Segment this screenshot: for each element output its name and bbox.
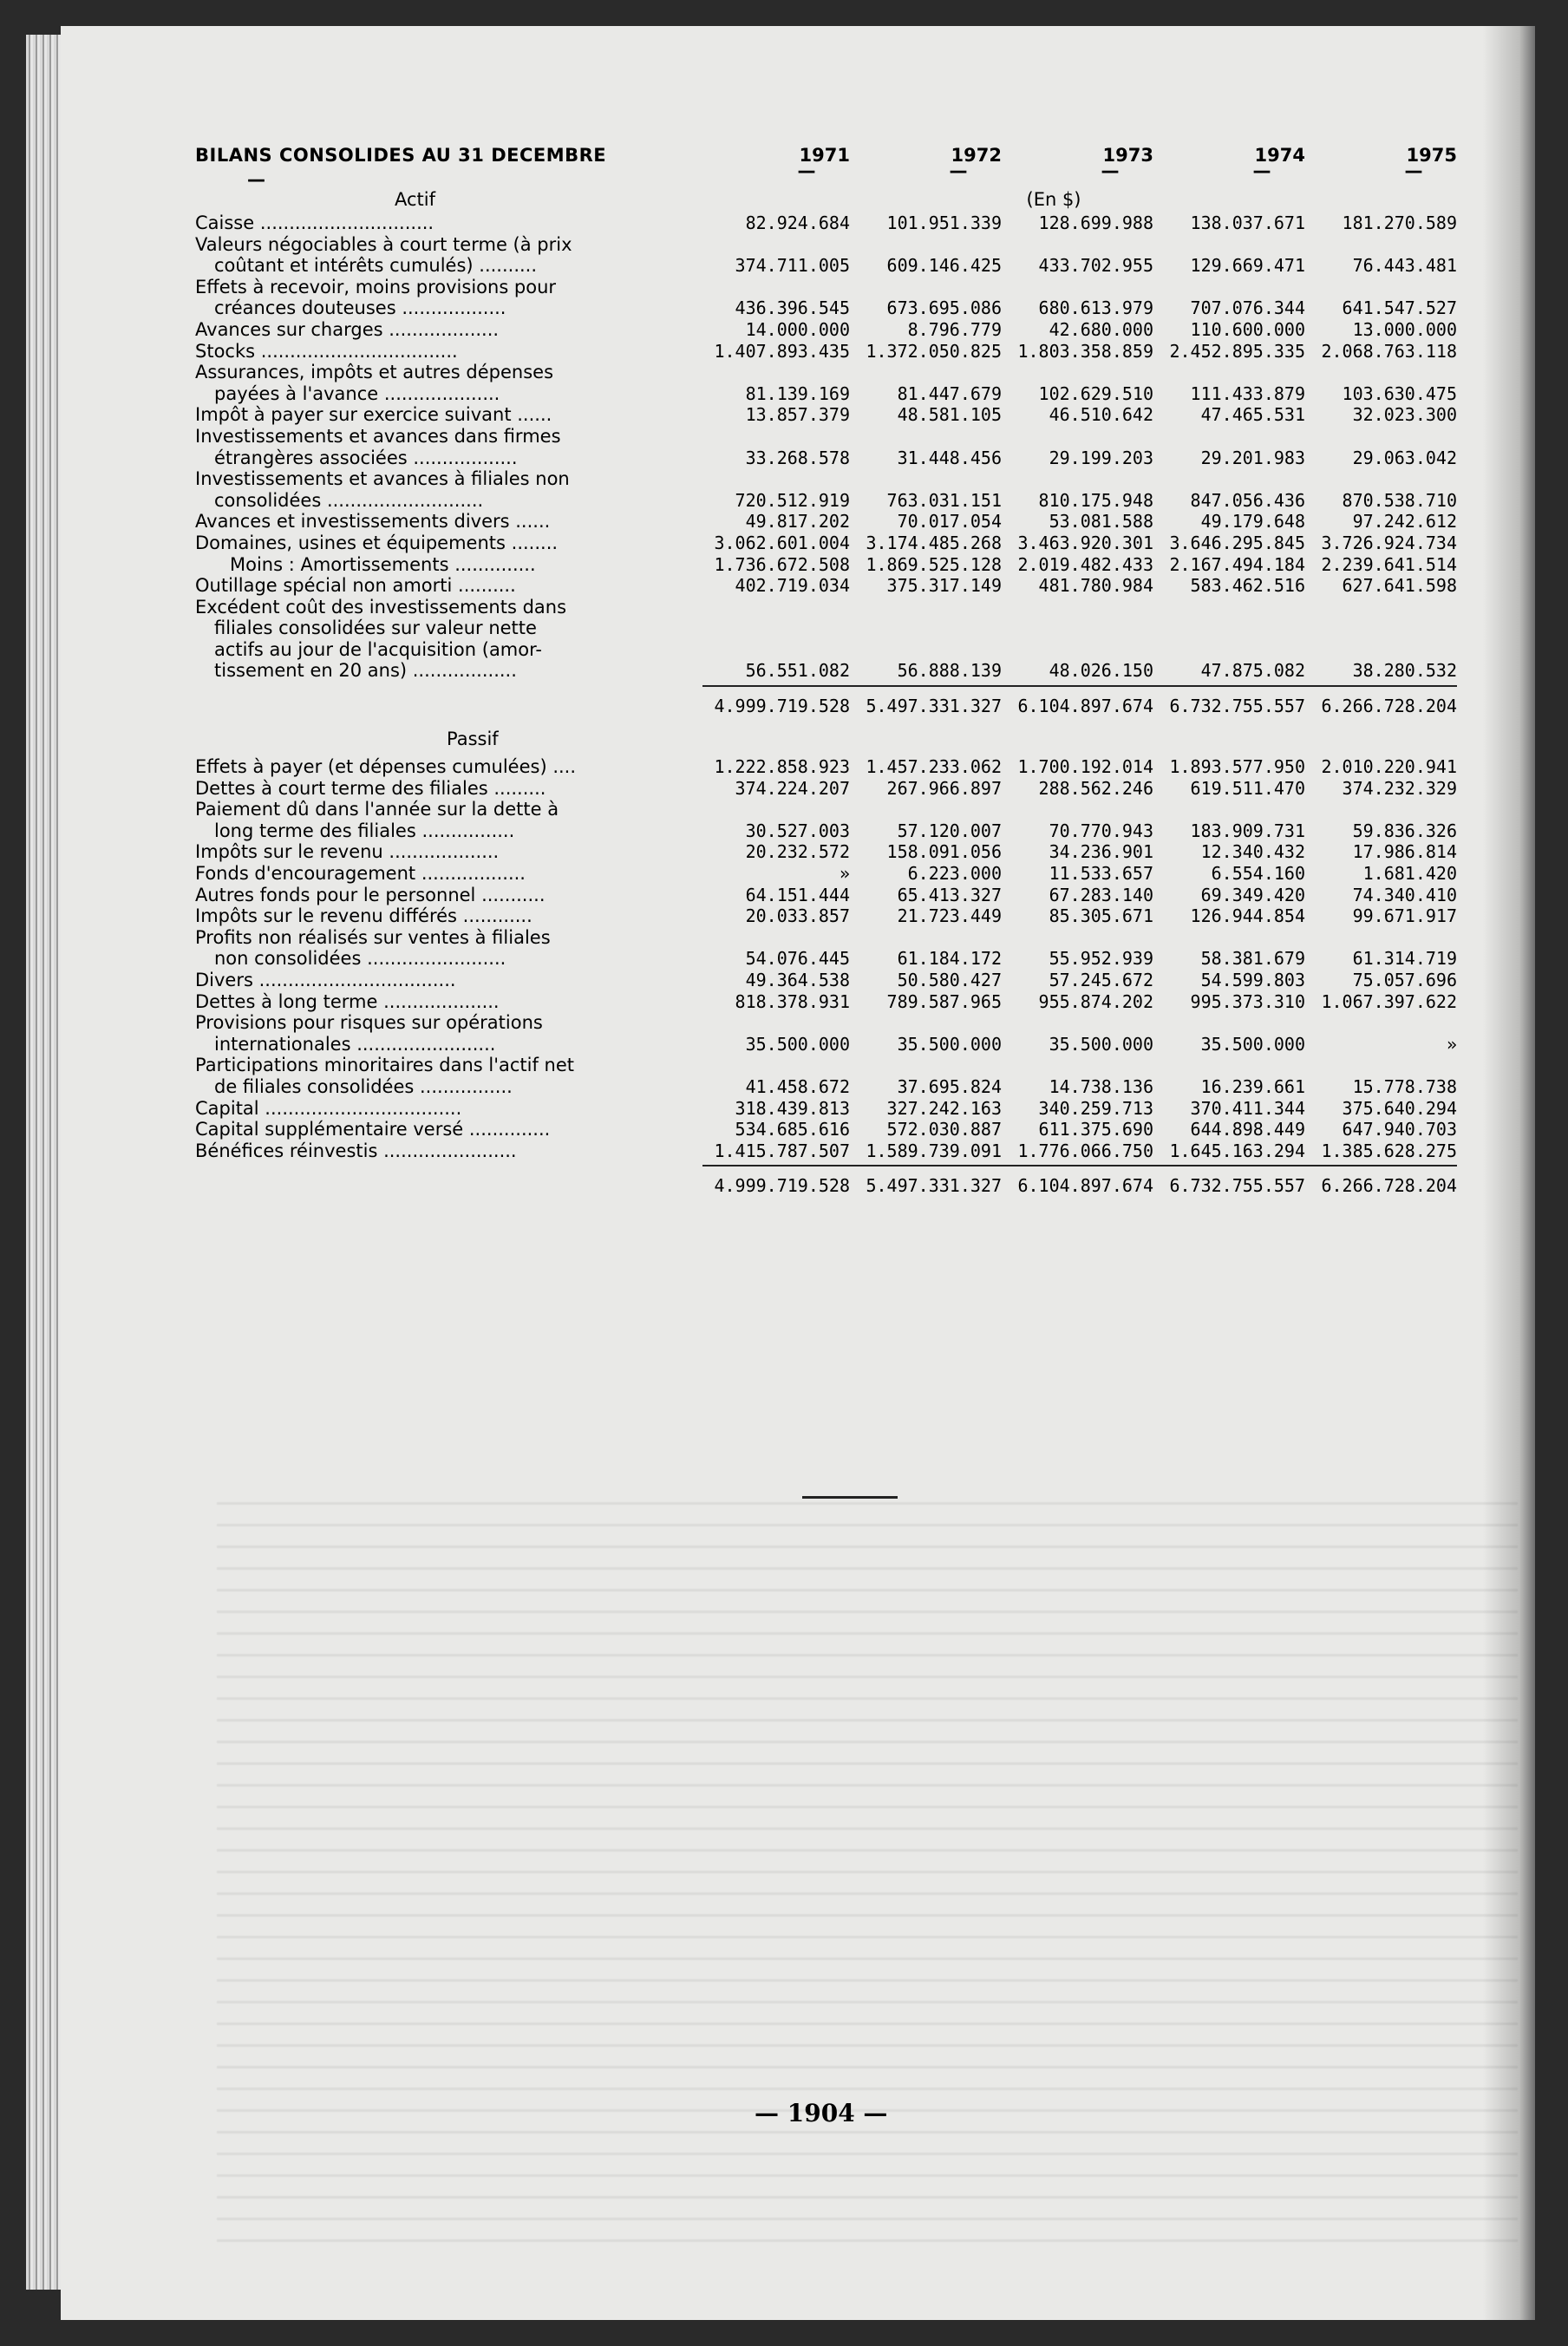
page-number: — 1904 —	[755, 2099, 888, 2127]
passif-value-1974: 1.645.163.294	[1169, 1140, 1305, 1161]
passif-value-1973: 1.776.066.750	[1017, 1140, 1153, 1161]
actif-row	[195, 404, 1457, 426]
passif-value-1974: 16.239.661	[1200, 1075, 1305, 1097]
actif-value-1974: 3.646.295.845	[1169, 532, 1305, 553]
passif-row-label: Dettes à court terme des filiales .........	[195, 777, 546, 799]
actif-row-label: Moins : Amortissements ..............	[230, 553, 536, 575]
actif-value-1973: 481.780.984	[1038, 575, 1153, 597]
passif-row-label: Profits non réalisés sur ventes à filiales	[195, 926, 551, 948]
passif-value-1974: 126.944.854	[1190, 905, 1305, 927]
passif-value-1971: 1.222.858.923	[714, 756, 850, 778]
passif-value-1972: 37.695.824	[897, 1075, 1002, 1097]
passif-value-1972: 158.091.056	[886, 841, 1002, 863]
actif-total-1973: 6.104.897.674	[1017, 696, 1153, 717]
passif-row-label: Fonds d'encouragement ..................	[195, 863, 526, 885]
actif-row-label: Outillage spécial non amorti ..........	[195, 575, 516, 597]
year-1974: 1974 —	[1252, 145, 1305, 181]
actif-total-rule	[195, 682, 1453, 690]
actif-heading: Actif	[395, 189, 436, 210]
passif-value-1971: 374.224.207	[735, 777, 850, 799]
passif-row-label: Bénéfices réinvestis .......................	[195, 1140, 517, 1161]
passif-value-1973: 288.562.246	[1038, 777, 1153, 799]
passif-row	[195, 1033, 1457, 1055]
actif-row	[195, 553, 1457, 576]
passif-value-1972: 57.120.007	[897, 820, 1002, 841]
passif-row-label: Paiement dû dans l'année sur la dette à	[195, 799, 559, 820]
actif-value-1974: 47.875.082	[1200, 660, 1305, 682]
actif-value-1971: 13.857.379	[745, 404, 850, 426]
passif-row	[195, 948, 1457, 970]
passif-value-1974: 69.349.420	[1200, 884, 1305, 905]
passif-value-1975: 647.940.703	[1342, 1119, 1457, 1140]
passif-value-1972: 1.589.739.091	[866, 1140, 1002, 1161]
actif-value-1971: 14.000.000	[745, 318, 850, 340]
passif-row-label: long terme des filiales ................	[214, 820, 515, 841]
passif-total-row	[195, 1170, 1457, 1201]
passif-value-1972: 21.723.449	[897, 905, 1002, 927]
passif-row-label: internationales ........................	[214, 1033, 496, 1055]
passif-row	[195, 905, 1457, 927]
actif-value-1973: 128.699.988	[1038, 212, 1153, 233]
passif-value-1972: 267.966.897	[886, 777, 1002, 799]
actif-row-label: tissement en 20 ans) ..................	[214, 660, 517, 682]
actif-value-1975: 29.063.042	[1352, 447, 1457, 468]
passif-value-1971: 54.076.445	[745, 948, 850, 970]
actif-row	[195, 489, 1457, 512]
actif-value-1973: 102.629.510	[1038, 382, 1153, 404]
passif-value-1971: 20.232.572	[745, 841, 850, 863]
actif-row	[195, 212, 1457, 234]
actif-value-1971: 82.924.684	[745, 212, 850, 233]
passif-value-1973: 34.236.901	[1049, 841, 1153, 863]
actif-row	[195, 639, 1453, 661]
actif-row	[195, 277, 1453, 298]
passif-value-1974: 58.381.679	[1200, 948, 1305, 970]
passif-row	[195, 1055, 1453, 1076]
passif-total-rule	[195, 1161, 1453, 1170]
passif-row	[195, 1097, 1457, 1120]
passif-row	[195, 841, 1457, 863]
actif-row	[195, 297, 1457, 319]
passif-row	[195, 777, 1457, 800]
bleed-through-text	[217, 1483, 1518, 2246]
passif-value-1974: 644.898.449	[1190, 1119, 1305, 1140]
passif-row	[195, 990, 1457, 1013]
actif-value-1973: 53.081.588	[1049, 511, 1153, 533]
passif-value-1973: 14.738.136	[1049, 1075, 1153, 1097]
actif-value-1975: 97.242.612	[1352, 511, 1457, 533]
actif-row-label: Investissements et avances à filiales non	[195, 468, 570, 490]
passif-total-1974: 6.732.755.557	[1169, 1175, 1305, 1197]
actif-value-1975: 181.270.589	[1342, 212, 1457, 233]
passif-row-label: Impôts sur le revenu ...................	[195, 841, 500, 863]
passif-value-1975: 59.836.326	[1352, 820, 1457, 841]
actif-row	[195, 618, 1453, 639]
actif-row-label: filiales consolidées sur valeur nette	[214, 618, 537, 639]
passif-value-1973: 611.375.690	[1038, 1119, 1153, 1140]
actif-value-1972: 3.174.485.268	[866, 532, 1002, 553]
actif-value-1972: 56.888.139	[897, 660, 1002, 682]
passif-value-1973: 57.245.672	[1049, 970, 1153, 990]
units-label: (En $)	[1026, 189, 1081, 210]
passif-value-1974: 619.511.470	[1190, 777, 1305, 799]
actif-value-1973: 433.702.955	[1038, 255, 1153, 277]
passif-value-1974: 54.599.803	[1200, 970, 1305, 990]
passif-value-1974: 370.411.344	[1190, 1097, 1305, 1119]
passif-value-1975: 374.232.329	[1342, 777, 1457, 799]
actif-row	[195, 234, 1453, 256]
actif-row-label: Avances et investissements divers ......	[195, 511, 551, 533]
passif-value-1973: 85.305.671	[1049, 905, 1153, 927]
passif-row	[195, 927, 1453, 949]
actif-value-1974: 47.465.531	[1200, 404, 1305, 426]
actif-value-1973: 42.680.000	[1049, 318, 1153, 340]
actif-value-1971: 720.512.919	[735, 489, 850, 511]
passif-value-1972: 61.184.172	[897, 948, 1002, 970]
passif-value-1972: 572.030.887	[886, 1119, 1002, 1140]
passif-row-label: Capital ..................................	[195, 1097, 462, 1119]
actif-value-1971: 1.736.672.508	[714, 553, 850, 575]
actif-value-1974: 707.076.344	[1190, 297, 1305, 319]
passif-row-label: Capital supplémentaire versé ..............	[195, 1119, 551, 1140]
passif-row-label: Participations minoritaires dans l'actif net	[195, 1055, 575, 1076]
passif-value-1974: 12.340.432	[1200, 841, 1305, 863]
passif-value-1973: 340.259.713	[1038, 1097, 1153, 1119]
passif-value-1975: »	[1446, 1033, 1457, 1055]
passif-rows	[195, 756, 1457, 1161]
balance-sheet-header	[195, 134, 1457, 190]
actif-row	[195, 362, 1453, 383]
passif-value-1973: 55.952.939	[1049, 948, 1153, 970]
passif-value-1975: 17.986.814	[1352, 841, 1457, 863]
actif-row	[195, 340, 1457, 363]
actif-value-1974: 49.179.648	[1200, 511, 1305, 533]
actif-value-1973: 1.803.358.859	[1017, 340, 1153, 362]
actif-value-1972: 8.796.779	[907, 318, 1002, 340]
passif-value-1971: 30.527.003	[745, 820, 850, 841]
actif-row-label: Impôt à payer sur exercice suivant ......	[195, 404, 552, 426]
actif-value-1973: 680.613.979	[1038, 297, 1153, 319]
actif-value-1974: 2.167.494.184	[1169, 553, 1305, 575]
footer-rule	[802, 1496, 898, 1499]
passif-value-1973: 11.533.657	[1049, 863, 1153, 885]
actif-row	[195, 382, 1457, 405]
actif-value-1972: 609.146.425	[886, 255, 1002, 277]
actif-row	[195, 426, 1453, 448]
passif-total-1975: 6.266.728.204	[1321, 1175, 1457, 1197]
passif-row	[195, 820, 1457, 842]
passif-row	[195, 970, 1457, 991]
actif-value-1972: 1.869.525.128	[866, 553, 1002, 575]
year-1975: 1975 —	[1404, 145, 1457, 181]
actif-value-1974: 110.600.000	[1190, 318, 1305, 340]
actif-row	[195, 575, 1457, 597]
passif-heading-row	[195, 722, 1453, 756]
passif-total-1973: 6.104.897.674	[1017, 1175, 1153, 1197]
passif-value-1975: 15.778.738	[1352, 1075, 1457, 1097]
actif-row-label: Domaines, usines et équipements ........	[195, 532, 559, 553]
passif-value-1975: 61.314.719	[1352, 948, 1457, 970]
passif-value-1972: 1.457.233.062	[866, 756, 1002, 778]
passif-total-1972: 5.497.331.327	[866, 1175, 1002, 1197]
actif-value-1972: 48.581.105	[897, 404, 1002, 426]
actif-row-label: Stocks ..................................	[195, 340, 458, 362]
actif-row-label: consolidées ...........................	[214, 489, 484, 511]
passif-row-label: non consolidées ........................	[214, 948, 506, 970]
passif-value-1974: 35.500.000	[1200, 1033, 1305, 1055]
actif-row	[195, 660, 1457, 682]
passif-value-1975: 99.671.917	[1352, 905, 1457, 927]
passif-row-label: Autres fonds pour le personnel ...........	[195, 884, 546, 905]
actif-row-label: étrangères associées ..................	[214, 447, 518, 468]
passif-value-1971: 534.685.616	[735, 1119, 850, 1140]
actif-row-label: Avances sur charges ...................	[195, 318, 500, 340]
actif-value-1975: 3.726.924.734	[1321, 532, 1457, 553]
passif-row	[195, 799, 1453, 820]
passif-value-1972: 65.413.327	[897, 884, 1002, 905]
passif-value-1971: »	[839, 863, 850, 885]
passif-row-label: Provisions pour risques sur opérations	[195, 1012, 543, 1034]
actif-value-1974: 2.452.895.335	[1169, 340, 1305, 362]
balance-sheet-title: BILANS CONSOLIDES AU 31 DECEMBRE	[195, 145, 607, 166]
actif-value-1973: 48.026.150	[1049, 660, 1153, 682]
actif-value-1975: 870.538.710	[1342, 489, 1457, 511]
passif-value-1975: 74.340.410	[1352, 884, 1457, 905]
actif-value-1972: 375.317.149	[886, 575, 1002, 597]
actif-value-1972: 763.031.151	[886, 489, 1002, 511]
title-dash: —	[247, 169, 265, 190]
year-1971: 1971 —	[797, 145, 850, 181]
actif-value-1973: 3.463.920.301	[1017, 532, 1153, 553]
balance-sheet	[195, 134, 1457, 1201]
actif-value-1972: 1.372.050.825	[866, 340, 1002, 362]
actif-value-1971: 374.711.005	[735, 255, 850, 277]
actif-row-label: Investissements et avances dans firmes	[195, 425, 561, 447]
passif-value-1975: 75.057.696	[1352, 970, 1457, 990]
actif-row	[195, 447, 1457, 469]
actif-row	[195, 597, 1453, 618]
actif-value-1971: 49.817.202	[745, 511, 850, 533]
actif-value-1973: 2.019.482.433	[1017, 553, 1153, 575]
actif-row-label: Effets à recevoir, moins provisions pour	[195, 276, 557, 297]
passif-value-1974: 995.373.310	[1190, 990, 1305, 1012]
actif-row	[195, 318, 1457, 341]
passif-value-1975: 1.681.420	[1362, 863, 1457, 885]
actif-value-1972: 81.447.679	[897, 382, 1002, 404]
actif-value-1974: 29.201.983	[1200, 447, 1305, 468]
passif-row-label: Impôts sur le revenu différés ............	[195, 905, 532, 927]
actif-row-label: actifs au jour de l'acquisition (amor-	[214, 638, 542, 660]
passif-row	[195, 1075, 1457, 1098]
actif-value-1971: 33.268.578	[745, 447, 850, 468]
actif-total-1972: 5.497.331.327	[866, 696, 1002, 717]
passif-value-1973: 70.770.943	[1049, 820, 1153, 841]
actif-value-1971: 81.139.169	[745, 382, 850, 404]
passif-row-label: Effets à payer (et dépenses cumulées) ....	[195, 756, 577, 778]
passif-value-1971: 64.151.444	[745, 884, 850, 905]
actif-value-1974: 138.037.671	[1190, 212, 1305, 233]
passif-value-1974: 6.554.160	[1211, 863, 1305, 885]
actif-row-label: Valeurs négociables à court terme (à prix	[195, 233, 572, 255]
passif-total-1971: 4.999.719.528	[714, 1175, 850, 1197]
actif-value-1975: 627.641.598	[1342, 575, 1457, 597]
actif-value-1973: 46.510.642	[1049, 404, 1153, 426]
passif-value-1971: 1.415.787.507	[714, 1140, 850, 1161]
actif-value-1975: 38.280.532	[1352, 660, 1457, 682]
passif-value-1971: 818.378.931	[735, 990, 850, 1012]
passif-row-label: Divers ..................................	[195, 970, 456, 990]
passif-row	[195, 884, 1457, 906]
passif-value-1975: 1.067.397.622	[1321, 990, 1457, 1012]
actif-row-label: Assurances, impôts et autres dépenses	[195, 362, 554, 383]
actif-row-label: Caisse ..............................	[195, 212, 434, 233]
actif-value-1975: 76.443.481	[1352, 255, 1457, 277]
actif-total-1971: 4.999.719.528	[714, 696, 850, 717]
passif-value-1971: 318.439.813	[735, 1097, 850, 1119]
actif-value-1974: 583.462.516	[1190, 575, 1305, 597]
passif-value-1975: 375.640.294	[1342, 1097, 1457, 1119]
actif-heading-row	[195, 186, 1453, 212]
actif-value-1972: 31.448.456	[897, 447, 1002, 468]
actif-value-1975: 2.239.641.514	[1321, 553, 1457, 575]
actif-total-row	[195, 690, 1457, 722]
actif-value-1971: 402.719.034	[735, 575, 850, 597]
actif-value-1975: 13.000.000	[1352, 318, 1457, 340]
passif-row	[195, 756, 1457, 778]
passif-value-1975: 2.010.220.941	[1321, 756, 1457, 778]
year-1972: 1972 —	[949, 145, 1002, 181]
passif-value-1973: 1.700.192.014	[1017, 756, 1153, 778]
passif-value-1973: 35.500.000	[1049, 1033, 1153, 1055]
actif-row	[195, 468, 1453, 490]
passif-row	[195, 1119, 1457, 1140]
actif-value-1972: 70.017.054	[897, 511, 1002, 533]
actif-value-1975: 2.068.763.118	[1321, 340, 1457, 362]
passif-value-1972: 6.223.000	[907, 863, 1002, 885]
passif-row-label: Dettes à long terme ....................	[195, 990, 500, 1012]
actif-row-label: payées à l'avance ....................	[214, 382, 500, 404]
actif-row	[195, 511, 1457, 533]
passif-value-1971: 20.033.857	[745, 905, 850, 927]
passif-value-1972: 50.580.427	[897, 970, 1002, 990]
year-1973: 1973 —	[1101, 145, 1153, 181]
passif-value-1971: 41.458.672	[745, 1075, 850, 1097]
passif-value-1973: 955.874.202	[1038, 990, 1153, 1012]
passif-row	[195, 1012, 1453, 1034]
actif-value-1971: 56.551.082	[745, 660, 850, 682]
actif-value-1973: 29.199.203	[1049, 447, 1153, 468]
actif-value-1971: 1.407.893.435	[714, 340, 850, 362]
actif-value-1975: 641.547.527	[1342, 297, 1457, 319]
actif-total-1975: 6.266.728.204	[1321, 696, 1457, 717]
passif-value-1971: 49.364.538	[745, 970, 850, 990]
actif-value-1975: 103.630.475	[1342, 382, 1457, 404]
passif-row	[195, 863, 1457, 885]
actif-value-1973: 810.175.948	[1038, 489, 1153, 511]
actif-row	[195, 255, 1457, 277]
actif-value-1974: 847.056.436	[1190, 489, 1305, 511]
passif-row-label: de filiales consolidées ................	[214, 1075, 513, 1097]
passif-value-1972: 35.500.000	[897, 1033, 1002, 1055]
passif-value-1972: 327.242.163	[886, 1097, 1002, 1119]
passif-heading: Passif	[447, 729, 499, 750]
actif-value-1972: 101.951.339	[886, 212, 1002, 233]
passif-value-1972: 789.587.965	[886, 990, 1002, 1012]
actif-row-label: Excédent coût des investissements dans	[195, 596, 567, 618]
passif-value-1974: 183.909.731	[1190, 820, 1305, 841]
actif-value-1971: 436.396.545	[735, 297, 850, 319]
passif-value-1971: 35.500.000	[745, 1033, 850, 1055]
passif-value-1973: 67.283.140	[1049, 884, 1153, 905]
actif-total-1974: 6.732.755.557	[1169, 696, 1305, 717]
actif-value-1971: 3.062.601.004	[714, 532, 850, 553]
actif-value-1974: 111.433.879	[1190, 382, 1305, 404]
actif-rows	[195, 212, 1457, 682]
passif-value-1975: 1.385.628.275	[1321, 1140, 1457, 1161]
passif-value-1974: 1.893.577.950	[1169, 756, 1305, 778]
actif-row	[195, 532, 1457, 554]
actif-value-1972: 673.695.086	[886, 297, 1002, 319]
actif-row-label: coûtant et intérêts cumulés) ..........	[214, 255, 538, 277]
passif-row	[195, 1140, 1457, 1162]
actif-value-1975: 32.023.300	[1352, 404, 1457, 426]
actif-row-label: créances douteuses ..................	[214, 297, 506, 319]
actif-value-1974: 129.669.471	[1190, 255, 1305, 277]
